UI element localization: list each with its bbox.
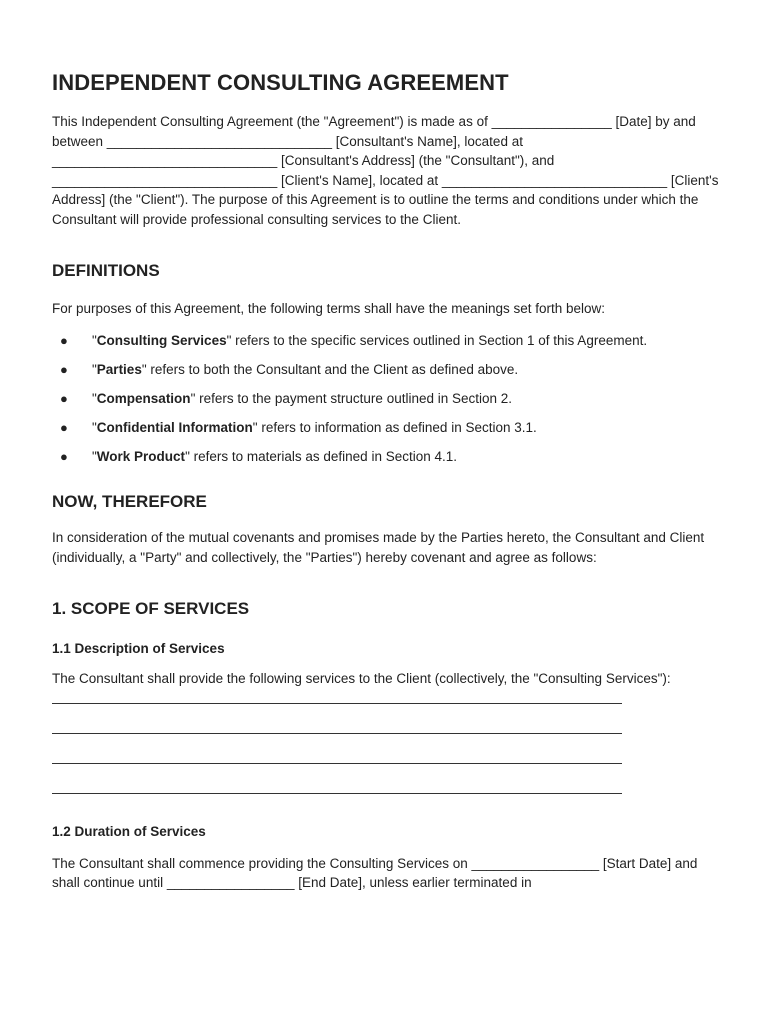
blank-fill-line[interactable] [52, 763, 622, 764]
definition-item: ● "Confidential Information" refers to information as defined in Section 3.1. [52, 418, 724, 438]
subsection-1-2-paragraph: The Consultant shall commence providing the Consulting Services on _________________ [Start Date] and shall continue until _________________ [End Date], unless earlier terminated in [52, 855, 698, 890]
definition-term: Compensation [96, 390, 191, 406]
definition-term: Parties [96, 361, 142, 377]
document-title: INDEPENDENT CONSULTING AGREEMENT [52, 70, 509, 95]
definition-item: ● "Compensation" refers to the payment structure outlined in Section 2. [52, 389, 724, 409]
document-page [52, 68, 724, 893]
definition-item: ● "Work Product" refers to materials as defined in Section 4.1. [52, 447, 724, 467]
definition-text: " refers to the payment structure outlined in Section 2. [190, 390, 513, 406]
definitions-list [52, 331, 724, 467]
subsection-1-1-heading: 1.1 Description of Services [52, 641, 225, 656]
subsection-1-2-heading: 1.2 Duration of Services [52, 823, 206, 839]
definition-term: Confidential Information [96, 419, 253, 435]
definition-item: ● "Consulting Services" refers to the specific services outlined in Section 1 of this Agreement. [52, 331, 724, 351]
services-blank-lines [52, 703, 724, 794]
bullet-icon: ● [60, 361, 68, 377]
bullet-icon: ● [60, 448, 68, 464]
definition-text: " refers to both the Consultant and the Client as defined above. [141, 361, 519, 377]
definition-text: " refers to information as defined in Section 3.1. [252, 419, 537, 435]
now-therefore-heading: NOW, THEREFORE [52, 492, 207, 511]
bullet-icon: ● [60, 332, 68, 348]
definitions-lead: For purposes of this Agreement, the following terms shall have the meanings set forth below: [52, 301, 606, 316]
blank-fill-line[interactable] [52, 703, 622, 704]
definition-text: " refers to the specific services outlined in Section 1 of this Agreement. [226, 332, 648, 348]
definitions-heading: DEFINITIONS [52, 261, 160, 280]
scope-heading: 1. SCOPE OF SERVICES [52, 599, 250, 618]
intro-paragraph: This Independent Consulting Agreement (the "Agreement") is made as of ________________ [Date] by and between ______________________________ [Consultant's Name], located at ______________________________ [Consultant's Address] (the "Consultant"), and ______________________________ [Client's Name], located at ______________________________ [Client's Address] (the "Client"). The purpose of this Agreement is to outline the terms and conditions under which the Consultant will provide professional consulting services to the Client. [52, 114, 719, 227]
blank-fill-line[interactable] [52, 733, 622, 734]
subsection-1-1-paragraph: The Consultant shall provide the following services to the Client (collectively, the "Consulting Services"): [52, 671, 671, 686]
definition-text: " refers to materials as defined in Section 4.1. [185, 448, 457, 464]
definition-item: ● "Parties" refers to both the Consultant and the Client as defined above. [52, 360, 724, 380]
bullet-icon: ● [60, 390, 68, 406]
now-therefore-paragraph: In consideration of the mutual covenants and promises made by the Parties hereto, the Consultant and Client (individually, a "Party" and collectively, the "Parties") hereby covenant and agree as follows: [52, 530, 705, 565]
definition-term: Consulting Services [96, 332, 227, 348]
definition-term: Work Product [96, 448, 186, 464]
blank-fill-line[interactable] [52, 793, 622, 794]
bullet-icon: ● [60, 419, 68, 435]
